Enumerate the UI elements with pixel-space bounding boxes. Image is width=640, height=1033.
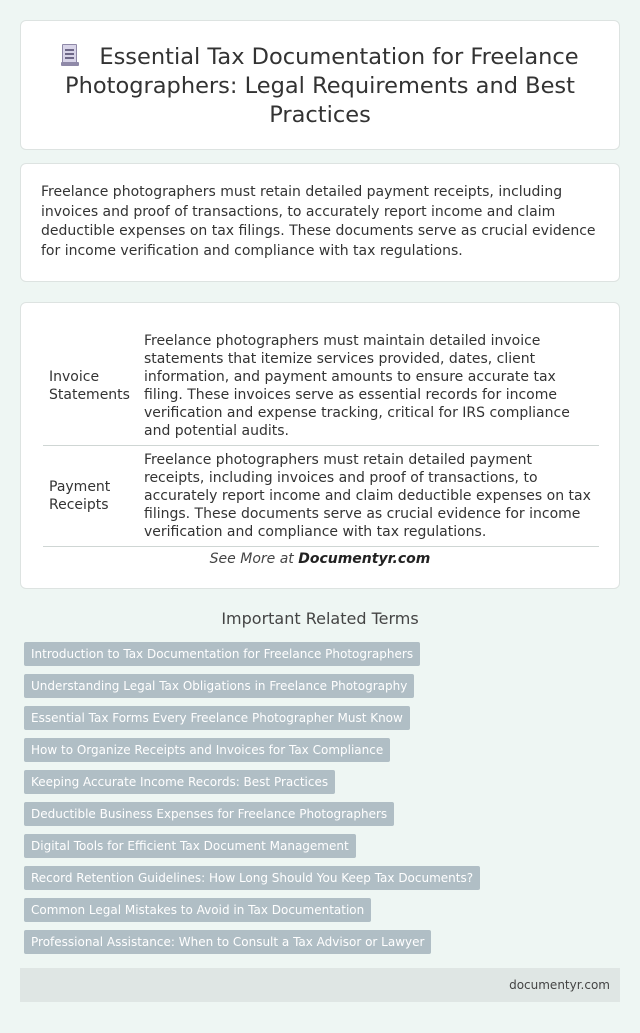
row-term: Invoice Statements (43, 327, 138, 446)
documents-table (43, 327, 599, 547)
title-card (20, 20, 620, 150)
row-description: Freelance photographers must retain detailed payment receipts, including invoices and proof of transactions, to accurately report income and claim deductible expenses on tax filings. These documents serve as crucial evidence for income verification and compliance with tax regulations. (138, 446, 599, 547)
related-terms-list (24, 642, 624, 962)
table-row (43, 327, 599, 446)
related-term-link[interactable]: Digital Tools for Efficient Tax Document Management (24, 834, 356, 858)
related-term-link[interactable]: Keeping Accurate Income Records: Best Practices (24, 770, 335, 794)
related-term-link[interactable]: Common Legal Mistakes to Avoid in Tax Documentation (24, 898, 371, 922)
see-more-prefix: See More at (209, 551, 299, 567)
related-term-link[interactable]: Record Retention Guidelines: How Long Should You Keep Tax Documents? (24, 866, 480, 890)
footer (20, 968, 620, 1002)
row-description: Freelance photographers must maintain detailed invoice statements that itemize services provided, dates, client information, and payment amounts to ensure accurate tax filing. These invoices serve as essential records for income verification and expense tracking, critical for IRS compliance and potential audits. (138, 327, 599, 446)
related-term-link[interactable]: How to Organize Receipts and Invoices for Tax Compliance (24, 738, 390, 762)
page-title (51, 43, 589, 130)
row-term: Payment Receipts (43, 446, 138, 547)
related-term-link[interactable]: Essential Tax Forms Every Freelance Photographer Must Know (24, 706, 410, 730)
related-terms-heading: Important Related Terms (221, 609, 419, 628)
intro-text: Freelance photographers must retain detailed payment receipts, including invoices and proof of transactions, to accurately report income and claim deductible expenses on tax filings. These documents serve as crucial evidence for income verification and compliance with tax regulations. (41, 184, 596, 259)
see-more-link[interactable]: Documentyr.com (298, 551, 431, 567)
related-term-link[interactable]: Understanding Legal Tax Obligations in Freelance Photography (24, 674, 414, 698)
documents-table-card (20, 302, 620, 589)
related-term-link[interactable]: Professional Assistance: When to Consult a Tax Advisor or Lawyer (24, 930, 431, 954)
document-icon (61, 44, 79, 66)
intro-card (20, 163, 620, 282)
footer-site-link[interactable]: documentyr.com (509, 978, 610, 992)
page-title-text: Essential Tax Documentation for Freelance Photographers: Legal Requirements and Best Practices (65, 44, 579, 128)
table-row (43, 446, 599, 547)
see-more (21, 551, 619, 567)
related-term-link[interactable]: Deductible Business Expenses for Freelance Photographers (24, 802, 394, 826)
related-term-link[interactable]: Introduction to Tax Documentation for Freelance Photographers (24, 642, 420, 666)
